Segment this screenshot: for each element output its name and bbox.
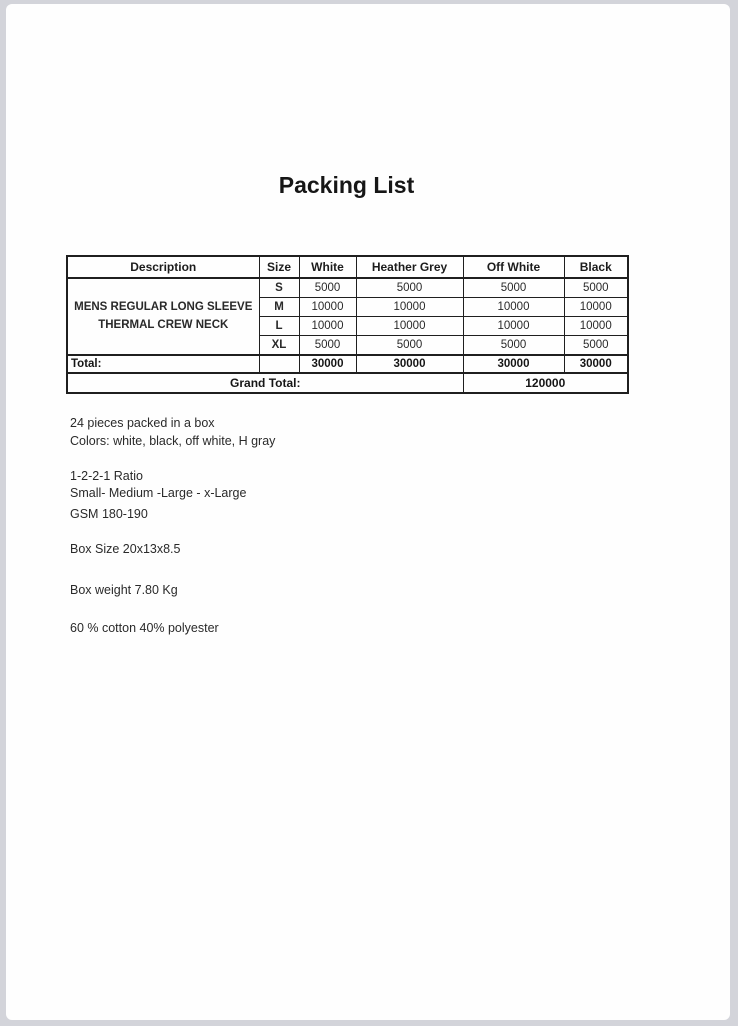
total-qty-cell: 30000	[299, 355, 356, 373]
qty-cell: 5000	[463, 278, 564, 298]
header-off-white: Off White	[463, 256, 564, 278]
description-line-1: MENS REGULAR LONG SLEEVE	[74, 300, 253, 313]
grand-total-label: Grand Total:	[67, 373, 463, 393]
qty-cell: 5000	[356, 278, 463, 298]
qty-cell: 5000	[564, 278, 628, 298]
note-colors: Colors: white, black, off white, H gray	[70, 434, 276, 448]
page-title: Packing List	[278, 172, 415, 198]
note-fabric-composition: 60 % cotton 40% polyester	[70, 621, 219, 635]
size-cell: XL	[259, 336, 299, 356]
note-gsm: GSM 180-190	[70, 507, 148, 521]
note-pieces-per-box: 24 pieces packed in a box	[70, 416, 215, 430]
qty-cell: 5000	[463, 336, 564, 356]
qty-cell: 10000	[564, 298, 628, 317]
table-header-row	[67, 256, 628, 278]
description-line-2: THERMAL CREW NECK	[98, 318, 229, 331]
note-box-size: Box Size 20x13x8.5	[70, 542, 181, 556]
total-qty-cell: 30000	[463, 355, 564, 373]
description-cell	[67, 278, 259, 355]
note-ratio: 1-2-2-1 Ratio	[70, 469, 143, 483]
qty-cell: 5000	[356, 336, 463, 356]
packing-list-table	[66, 255, 629, 394]
qty-cell: 5000	[299, 336, 356, 356]
qty-cell: 5000	[299, 278, 356, 298]
qty-cell: 5000	[564, 336, 628, 356]
note-box-weight: Box weight 7.80 Kg	[70, 583, 178, 597]
total-qty-cell: 30000	[564, 355, 628, 373]
grand-total-row	[67, 373, 628, 393]
total-row	[67, 355, 628, 373]
qty-cell: 10000	[463, 298, 564, 317]
header-black: Black	[564, 256, 628, 278]
qty-cell: 10000	[299, 317, 356, 336]
empty-size-cell	[259, 355, 299, 373]
header-description: Description	[67, 256, 259, 278]
qty-cell: 10000	[463, 317, 564, 336]
header-heather-grey: Heather Grey	[356, 256, 463, 278]
qty-cell: 10000	[356, 317, 463, 336]
header-size: Size	[259, 256, 299, 278]
grand-total-value: 120000	[463, 373, 628, 393]
size-cell: M	[259, 298, 299, 317]
header-white: White	[299, 256, 356, 278]
qty-cell: 10000	[564, 317, 628, 336]
size-cell: S	[259, 278, 299, 298]
document-page	[6, 4, 730, 1020]
size-cell: L	[259, 317, 299, 336]
table-row-s	[67, 278, 628, 298]
total-qty-cell: 30000	[356, 355, 463, 373]
qty-cell: 10000	[299, 298, 356, 317]
notes-section	[70, 415, 520, 636]
total-label: Total:	[67, 355, 259, 373]
note-sizes: Small- Medium -Large - x-Large	[70, 486, 247, 500]
qty-cell: 10000	[356, 298, 463, 317]
